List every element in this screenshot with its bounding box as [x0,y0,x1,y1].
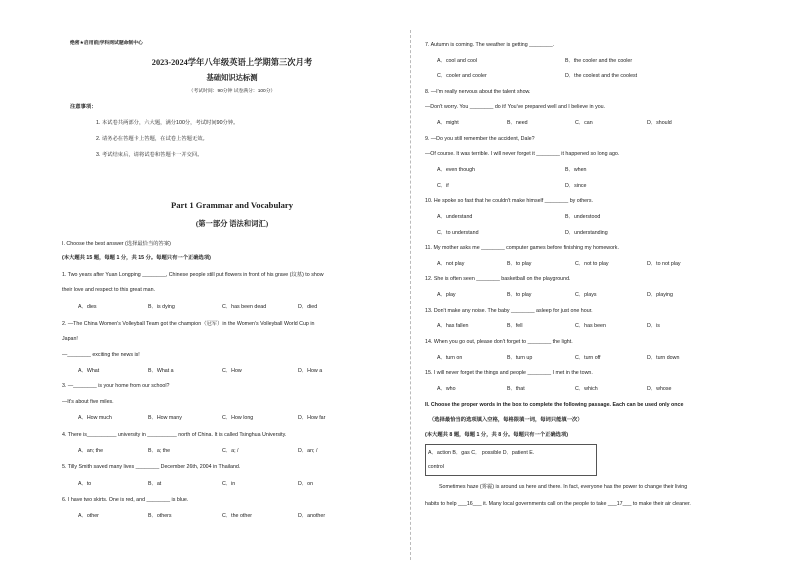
q12-option-d[interactable]: D．playing [647,292,673,298]
q9-option-d[interactable]: D．since [565,183,587,189]
q8-option-a[interactable]: A．might [437,120,459,126]
question-11-stem: 11. My mother asks me ________ computer games before finishing my homework. [425,245,619,251]
q3-option-c[interactable]: C．How long [222,415,254,421]
question-3-stem-cont: —It's about five miles. [62,399,114,405]
q9-option-b[interactable]: B．when [565,167,587,173]
q2-option-b[interactable]: B．What a [148,368,174,374]
section2-heading: II. Choose the proper words in the box to complete the following passage. Each can be used only once [425,402,684,408]
q7-option-b[interactable]: B．the cooler and the cooler [565,58,633,64]
q11-option-b[interactable]: B．to play [507,261,532,267]
q11-option-d[interactable]: D．to not play [647,261,681,267]
q2-option-a[interactable]: A．What [78,368,100,374]
q12-option-a[interactable]: A．play [437,292,456,298]
question-15-stem: 15. I will never forget the things and people ________ I met in the town. [425,370,593,376]
question-8-stem-cont: —Don't worry. You ________ do it! You've prepared well and I believe in you. [425,104,606,110]
q14-option-d[interactable]: D．turn down [647,355,680,361]
q10-option-c[interactable]: C．to understand [437,230,479,236]
column-divider [410,30,411,560]
word-box-line: control [428,464,444,470]
word-box [425,444,597,476]
q4-option-b[interactable]: B．a; the [148,448,171,454]
section1-points: (本大题共 15 题，每题 1 分，共 15 分。每题只有一个正确选项) [62,255,211,261]
section2-points: (本大题共 8 题，每题 1 分，共 8 分。每题只有一个正确选项) [425,432,569,438]
question-6-stem: 6. I have two skirts. One is red, and ________ is blue. [62,497,189,503]
q11-option-a[interactable]: A．not play [437,261,465,267]
q9-option-c[interactable]: C．if [437,183,449,189]
q13-option-d[interactable]: D．is [647,323,660,329]
q7-option-c[interactable]: C．cooler and cooler [437,73,487,79]
q10-option-b[interactable]: B．understood [565,214,601,220]
q10-option-a[interactable]: A．understand [437,214,473,220]
q12-option-b[interactable]: B．to play [507,292,532,298]
q14-option-c[interactable]: C．turn off [575,355,601,361]
q5-option-c[interactable]: C．in [222,481,236,487]
exam-title: 2023-2024学年八年级英语上学期第三次月考 [151,58,313,67]
q1-option-c[interactable]: C．has been dead [222,304,267,310]
q7-option-a[interactable]: A．cool and cool [437,58,478,64]
question-8-stem: 8. —I'm really nervous about the talent show. [425,89,531,95]
q2-option-d[interactable]: D．How a [298,368,323,374]
question-3-stem: 3. —________ is your home from our school? [62,383,170,389]
q3-option-d[interactable]: D．How far [298,415,326,421]
q1-option-b[interactable]: B．is dying [148,304,175,310]
q8-option-c[interactable]: C．can [575,120,593,126]
q4-option-a[interactable]: A．an; the [78,448,104,454]
q14-option-a[interactable]: A．turn on [437,355,463,361]
secret-label: 绝密★启用前|学科网试题命制中心 [70,41,143,46]
q6-option-c[interactable]: C．the other [222,513,253,519]
question-13-stem: 13. Don't make any noise. The baby ________ asleep for just one hour. [425,308,593,314]
q6-option-b[interactable]: B．others [148,513,172,519]
q15-option-c[interactable]: C．which [575,386,598,392]
q1-option-d[interactable]: D．died [298,304,318,310]
question-14-stem: 14. When you go out, please don't forget to ________ the light. [425,339,573,345]
question-4-stem: 4. There is__________ university in __________ north of China. It is called Tsinghua University. [62,432,287,438]
exam-info: （考试时间：90分钟 试卷满分：100分） [188,89,276,94]
q8-option-d[interactable]: D．should [647,120,672,126]
question-1-stem: 1. Two years after Yuan Longping ________, Chinese people still put flowers in front of his grave (坟墓) to show [62,272,324,278]
q6-option-a[interactable]: A．other [78,513,99,519]
note-item: 1. 本试卷共两部分，六大题，满分100分，考试时间90分钟。 [96,120,239,126]
passage-line: habits to help ___16___ it. Many local governments call on the people to take ___17___ to make their air cleaner. [425,501,691,507]
q2-option-c[interactable]: C．How [222,368,242,374]
q8-option-b[interactable]: B．need [507,120,528,126]
note-item: 3. 考试结束后，请将试卷和答题卡一并交回。 [96,152,203,158]
passage-line: Sometimes haze (雾霾) is around us here and there. In fact, everyone has the power to change their living [439,484,688,490]
part1-subtitle: (第一部分 语法和词汇) [195,219,269,228]
word-box-line: A．action B．gas C． possible D．patient E. [428,450,535,456]
q15-option-d[interactable]: D．whose [647,386,672,392]
q13-option-a[interactable]: A．has fallen [437,323,469,329]
q5-option-b[interactable]: B．at [148,481,162,487]
q6-option-d[interactable]: D．another [298,513,326,519]
question-2-stem-cont: Japan! [62,336,78,342]
q13-option-c[interactable]: C．has been [575,323,606,329]
q3-option-b[interactable]: B．How many [148,415,182,421]
question-10-stem: 10. He spoke so fast that he couldn't make himself ________ by others. [425,198,593,204]
q11-option-c[interactable]: C．not to play [575,261,609,267]
q12-option-c[interactable]: C．plays [575,292,597,298]
q4-option-c[interactable]: C．a; / [222,448,239,454]
q7-option-d[interactable]: D．the coolest and the coolest [565,73,638,79]
question-2-stem: 2. —The China Women's Volleyball Team got the champion（冠军）in the Women's Volleyball World Cup in [62,321,315,327]
q1-option-a[interactable]: A．dies [78,304,97,310]
question-5-stem: 5. Tilly Smith saved many lives ________ December 26th, 2004 in Thailand. [62,464,241,470]
part1-title: Part 1 Grammar and Vocabulary [170,200,294,210]
q5-option-d[interactable]: D．on [298,481,314,487]
q9-option-a[interactable]: A．even though [437,167,475,173]
q15-option-b[interactable]: B．that [507,386,525,392]
q14-option-b[interactable]: B．turn up [507,355,533,361]
left-column [62,38,402,556]
q5-option-a[interactable]: A．to [78,481,92,487]
section1-heading: I. Choose the best answer (选择最恰当的答案) [62,241,171,247]
q3-option-a[interactable]: A．How much [78,415,112,421]
q4-option-d[interactable]: D．an; / [298,448,318,454]
question-9-stem-cont: —Of course. It was terrible. I will never forget it ________ it happened so long ago. [425,151,620,157]
section2-instructions: （选择最恰当的选项填入空格，每格限填一词，每词只能填一次） [429,417,583,423]
notes-heading: 注意事项： [70,104,97,110]
q13-option-b[interactable]: B．fell [507,323,523,329]
exam-subtitle: 基础知识达标测 [206,73,258,82]
right-column [425,38,765,556]
question-9-stem: 9. —Do you still remember the accident, Dale? [425,136,535,142]
q15-option-a[interactable]: A．who [437,386,456,392]
question-12-stem: 12. She is often seen ________ basketball on the playground. [425,276,571,282]
question-7-stem: 7. Autumn is coming. The weather is getting ________. [425,42,555,48]
q10-option-d[interactable]: D．understanding [565,230,608,236]
note-item: 2. 请务必在答题卡上答题，在试卷上答题无效。 [96,136,208,142]
question-1-stem-cont: their love and respect to this great man. [62,287,156,293]
question-2-stem-cont: —________ exciting the news is! [62,352,140,358]
